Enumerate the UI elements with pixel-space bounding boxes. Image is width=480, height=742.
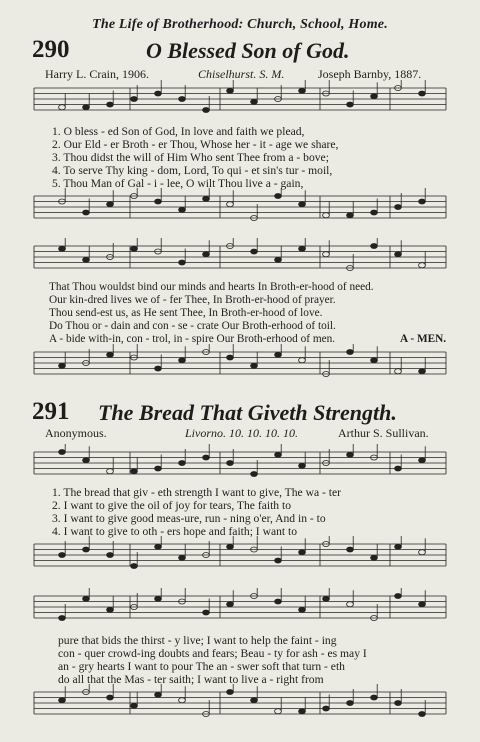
stanza-line-1: 1. The bread that giv - eth strength I want to give, The wa - ter	[52, 486, 342, 499]
note-head	[83, 210, 90, 215]
note-head	[419, 712, 426, 717]
note-head	[227, 690, 234, 695]
hymn-tune: Livorno. 10. 10. 10. 10.	[185, 426, 299, 440]
note-head	[131, 97, 138, 102]
staff-system-291-top-bass	[0, 536, 480, 576]
note-head	[395, 701, 402, 706]
note-head	[275, 709, 282, 714]
note-head	[203, 610, 210, 615]
note-head	[395, 466, 402, 471]
note-head	[131, 246, 138, 251]
stanza-line-2: Our kin-dred lives we of - fer Thee, In Broth-er-hood of prayer.	[49, 294, 336, 306]
hymn-composer: Joseph Barnby, 1887.	[318, 67, 422, 81]
note-head	[299, 550, 306, 555]
stanza-line-1: That Thou wouldst bind our minds and hearts In Broth-er-hood of need.	[49, 281, 374, 293]
note-head	[59, 698, 66, 703]
note-head	[203, 196, 210, 201]
note-head	[203, 455, 210, 460]
note-head	[227, 544, 234, 549]
note-head	[275, 352, 282, 357]
note-head	[371, 695, 378, 700]
note-head	[299, 607, 306, 612]
note-head	[131, 564, 138, 569]
note-head	[83, 105, 90, 110]
note-head	[107, 553, 114, 558]
note-head	[299, 709, 306, 714]
note-head	[419, 263, 426, 268]
note-head	[59, 553, 66, 558]
note-head	[323, 706, 330, 711]
note-head	[419, 550, 426, 555]
note-head	[395, 369, 402, 374]
note-head	[275, 257, 282, 262]
stanza-line-4: 4. To serve Thy king - dom, Lord, To qui - et sin's tur - moil,	[52, 164, 333, 177]
note-head	[179, 698, 186, 703]
note-head	[203, 252, 210, 257]
note-head	[179, 461, 186, 466]
staff-system-290-top-treble	[0, 80, 480, 120]
note-head	[299, 463, 306, 468]
note-head	[323, 213, 330, 218]
note-head	[83, 458, 90, 463]
stanza-line-4: Do Thou or - dain and con - se - crate Our Broth-erhood of toil.	[49, 320, 336, 332]
note-head	[131, 703, 138, 708]
note-head	[179, 207, 186, 212]
note-head	[395, 594, 402, 599]
stanza-line-1: 1. O bless - ed Son of God, In love and faith we plead,	[52, 125, 305, 138]
note-head	[83, 596, 90, 601]
staff-system-290-bottom-treble	[0, 238, 480, 278]
note-head	[155, 91, 162, 96]
note-head	[107, 202, 114, 207]
note-head	[155, 366, 162, 371]
note-head	[59, 246, 66, 251]
staff-system-291-bottom-bass	[0, 684, 480, 724]
note-head	[395, 544, 402, 549]
stanza-line-3: 3. I want to give good meas-ure, run - ning o'er, And in - to	[52, 512, 326, 525]
stanza-line-4: 4. I want to give to oth - ers hope and faith; I want to	[52, 525, 298, 538]
note-head	[395, 205, 402, 210]
note-head	[419, 199, 426, 204]
note-head	[107, 695, 114, 700]
stanza-line-3: an - gry hearts I want to pour The an - swer soft that turn - eth	[58, 660, 345, 673]
note-head	[419, 458, 426, 463]
hymn-tune: Chiselhurst. S. M.	[198, 67, 285, 81]
stanza-line-3: Thou send-est us, as He sent Thee, In Broth-er-hood of love.	[49, 307, 323, 319]
note-head	[419, 369, 426, 374]
note-head	[251, 99, 258, 104]
stanza-line-2: con - quer crowd-ing doubts and fears; Beau - ty for ash - es may I	[58, 647, 367, 660]
note-head	[371, 358, 378, 363]
hymn-author: Anonymous.	[45, 426, 107, 440]
note-head	[299, 88, 306, 93]
note-head	[419, 91, 426, 96]
note-head	[155, 466, 162, 471]
note-head	[275, 452, 282, 457]
stanza-line-3: 3. Thou didst the will of Him Who sent Thee from a - bove;	[52, 151, 329, 164]
note-head	[347, 350, 354, 355]
note-head	[275, 558, 282, 563]
hymn-composer: Arthur S. Sullivan.	[338, 426, 429, 440]
note-head	[179, 358, 186, 363]
note-head	[299, 202, 306, 207]
note-head	[179, 555, 186, 560]
note-head	[251, 698, 258, 703]
note-head	[395, 252, 402, 257]
note-head	[347, 602, 354, 607]
note-head	[59, 105, 66, 110]
amen-text: A - MEN.	[400, 333, 447, 345]
note-head	[227, 202, 234, 207]
note-head	[299, 358, 306, 363]
note-head	[371, 210, 378, 215]
hymn-number: 290	[32, 36, 70, 63]
note-head	[179, 260, 186, 265]
stanza-line-2: 2. Our Eld - er Broth - er Thou, Whose her - it - age we share,	[52, 138, 339, 151]
note-head	[227, 355, 234, 360]
note-head	[107, 102, 114, 107]
staff-system-290-top-bass	[0, 188, 480, 228]
stanza-line-1: pure that bids the thirst - y live; I want to help the faint - ing	[58, 634, 337, 647]
note-head	[347, 547, 354, 552]
staff-system-290-bottom-bass	[0, 344, 480, 384]
hymn-author: Harry L. Crain, 1906.	[45, 67, 149, 81]
note-head	[203, 108, 210, 113]
hymn-title: The Bread That Giveth Strength.	[98, 400, 397, 425]
note-head	[251, 249, 258, 254]
stanza-line-5: 5. Thou Man of Gal - i - lee, O wilt Thou live a - gain,	[52, 177, 304, 190]
note-head	[155, 692, 162, 697]
note-head	[323, 596, 330, 601]
note-head	[227, 88, 234, 93]
staff-system-291-top-treble	[0, 444, 480, 484]
note-head	[347, 213, 354, 218]
note-head	[59, 616, 66, 621]
note-head	[227, 602, 234, 607]
note-head	[419, 602, 426, 607]
note-head	[155, 199, 162, 204]
note-head	[251, 472, 258, 477]
note-head	[347, 452, 354, 457]
note-head	[59, 363, 66, 368]
note-head	[323, 252, 330, 257]
note-head	[227, 461, 234, 466]
note-head	[299, 246, 306, 251]
note-head	[275, 194, 282, 199]
note-head	[83, 257, 90, 262]
note-head	[155, 596, 162, 601]
note-head	[275, 599, 282, 604]
note-head	[155, 544, 162, 549]
note-head	[179, 97, 186, 102]
note-head	[347, 701, 354, 706]
running-header: The Life of Brotherhood: Church, School, Home.	[92, 17, 388, 32]
note-head	[59, 450, 66, 455]
hymn-number: 291	[32, 398, 70, 425]
note-head	[347, 102, 354, 107]
note-head	[371, 555, 378, 560]
note-head	[371, 94, 378, 99]
note-head	[107, 352, 114, 357]
stanza-line-4: do all that the Mas - ter saith; I want to live a - right from	[58, 673, 324, 686]
stanza-line-2: 2. I want to give the oil of joy for tears, The faith to	[52, 499, 292, 512]
note-head	[371, 244, 378, 249]
note-head	[131, 469, 138, 474]
note-head	[251, 363, 258, 368]
note-head	[83, 547, 90, 552]
hymn-title: O Blessed Son of God.	[146, 38, 350, 63]
note-head	[107, 469, 114, 474]
staff-system-291-bottom-treble	[0, 588, 480, 628]
stanza-line-5: A - bide with-in, con - trol, in - spire Our Broth-erhood of men.	[49, 333, 336, 345]
note-head	[107, 607, 114, 612]
